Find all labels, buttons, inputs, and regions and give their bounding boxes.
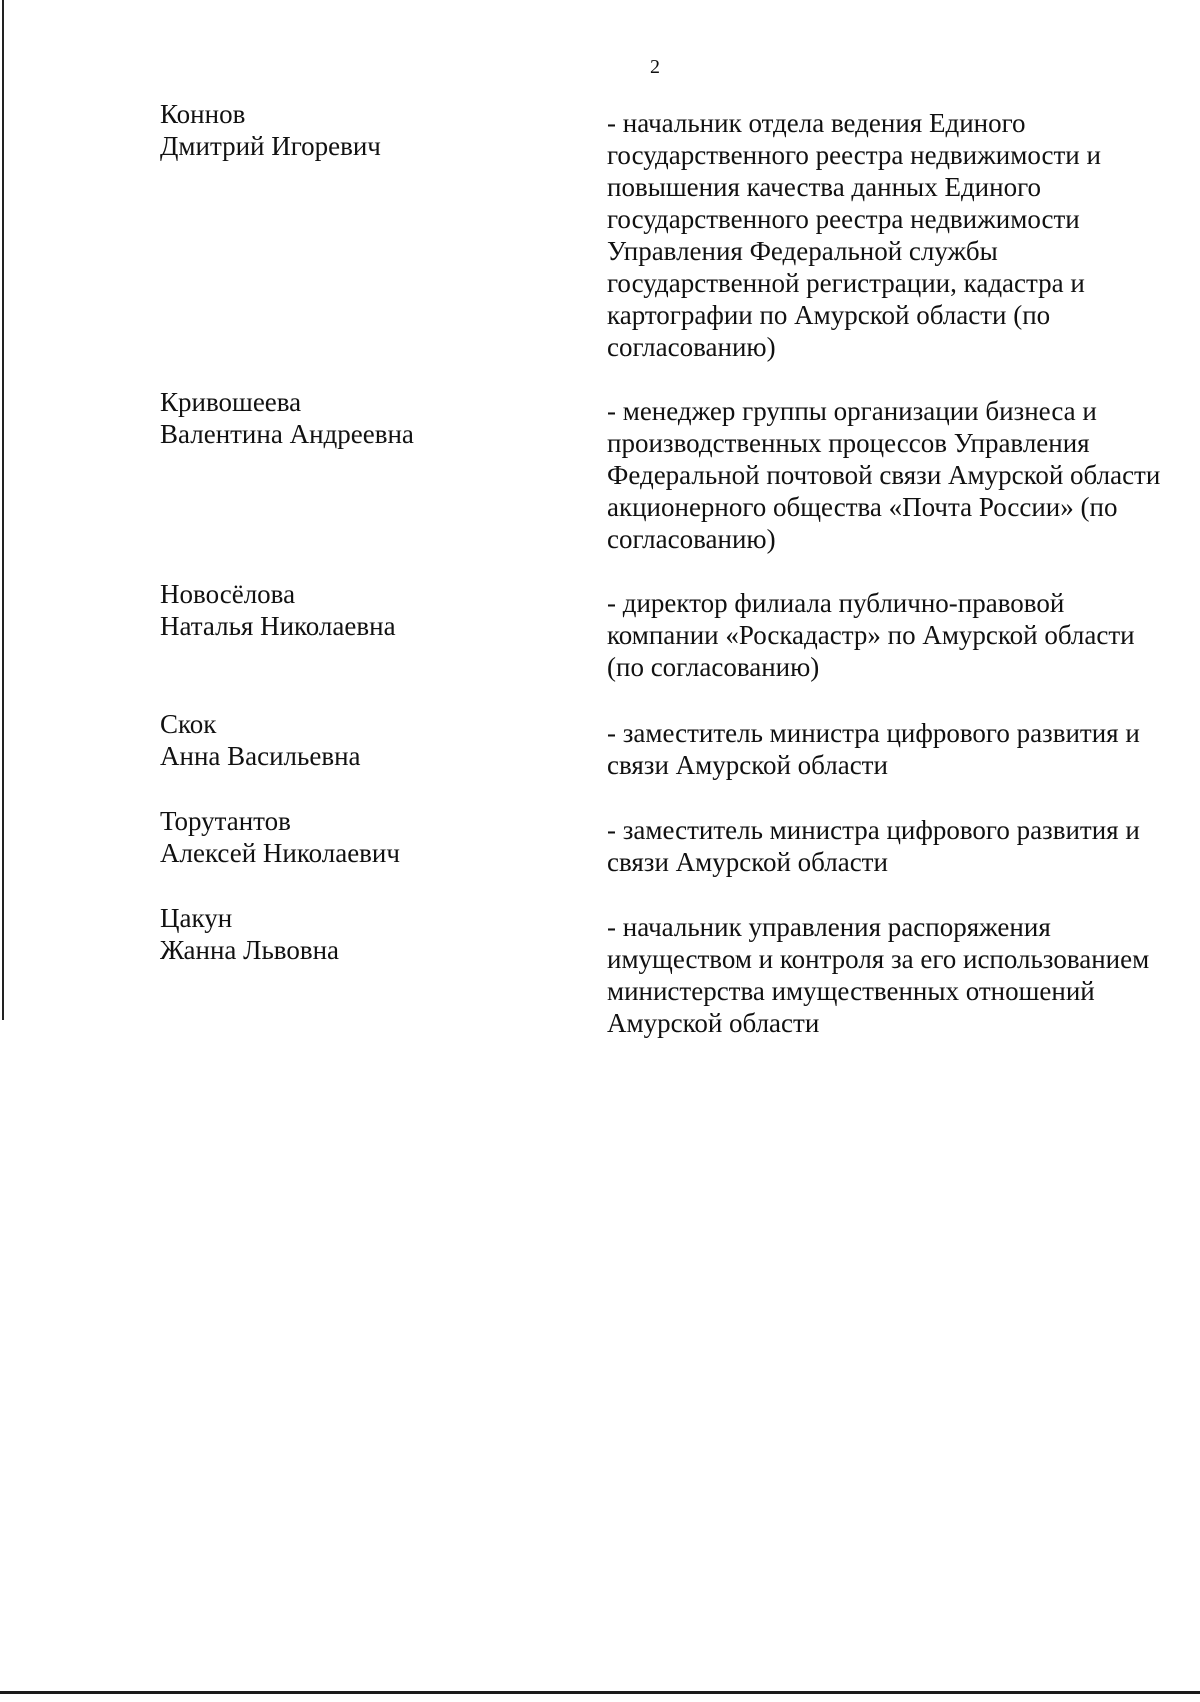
member-name — [160, 708, 580, 772]
member-role: - начальник отдела ведения Единого государственного реестра недвижимости и повышения качества данных Единого государственного реестра недвижимости Управления Федеральной службы государственной регистрации, кадастра и картографии по Амурской области (по согласованию) — [607, 108, 1101, 362]
member-surname: Цакун — [160, 903, 233, 933]
member-entry — [0, 902, 1200, 1082]
member-entry — [0, 578, 1200, 708]
member-role: - менеджер группы организации бизнеса и производственных процессов Управления Федеральной почтовой связи Амурской области акционерного общества «Почта России» (по согласованию) — [607, 396, 1161, 554]
member-entry — [0, 98, 1200, 386]
member-given-name: Анна Васильевна — [160, 741, 361, 771]
scan-edge-bottom — [0, 1691, 1200, 1694]
member-given-name: Дмитрий Игоревич — [160, 131, 381, 161]
member-given-name: Наталья Николаевна — [160, 611, 396, 641]
member-role: - директор филиала публично-правовой компании «Роскадастр» по Амурской области (по согласованию) — [607, 588, 1135, 682]
member-entry — [0, 805, 1200, 902]
member-role: - заместитель министра цифрового развития и связи Амурской области — [607, 718, 1140, 780]
member-given-name: Жанна Львовна — [160, 935, 340, 965]
member-list — [0, 98, 1200, 1082]
member-name — [160, 578, 580, 642]
member-surname: Кривошеева — [160, 387, 302, 417]
page-number: 2 — [650, 56, 660, 78]
member-entry — [0, 708, 1200, 805]
member-surname: Скок — [160, 709, 217, 739]
member-role: - заместитель министра цифрового развития и связи Амурской области — [607, 815, 1140, 877]
member-entry — [0, 386, 1200, 578]
member-surname: Новосёлова — [160, 579, 296, 609]
member-name — [160, 386, 580, 450]
member-name — [160, 805, 580, 869]
member-given-name: Валентина Андреевна — [160, 419, 414, 449]
member-name — [160, 902, 580, 966]
member-given-name: Алексей Николаевич — [160, 838, 400, 868]
member-role: - начальник управления распоряжения имуществом и контроля за его использованием министерства имущественных отношений Амурской области — [607, 912, 1150, 1038]
member-surname: Торутантов — [160, 806, 291, 836]
member-surname: Коннов — [160, 99, 246, 129]
member-name — [160, 98, 580, 162]
